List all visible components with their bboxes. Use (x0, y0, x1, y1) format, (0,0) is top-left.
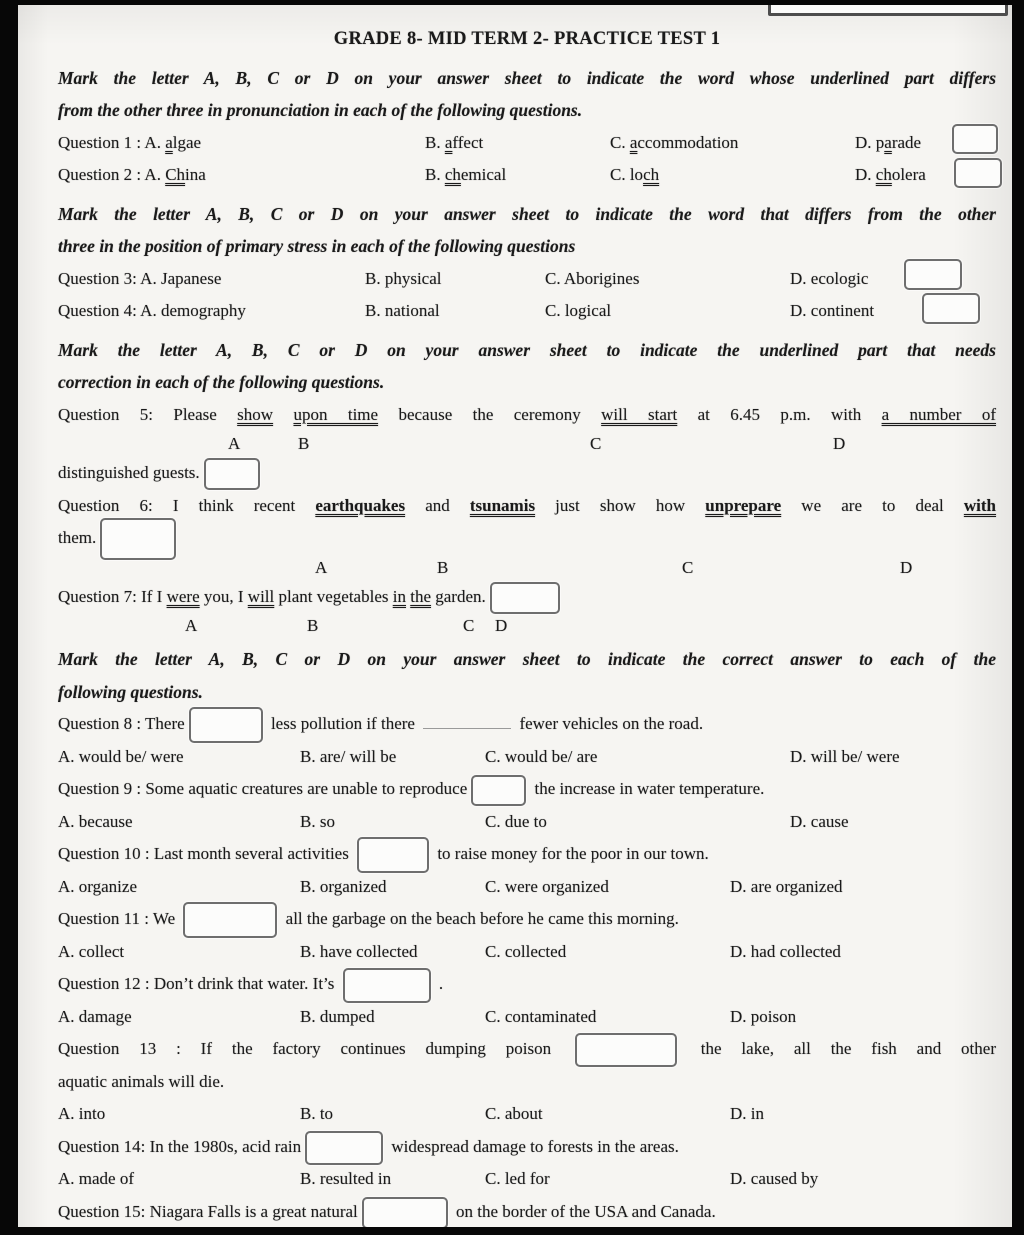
question-3-option-d: D. ecologic (790, 268, 869, 288)
question-2-option-c (610, 159, 855, 192)
underlined-letter: a (444, 132, 453, 152)
question-13-option-c: C. about (485, 1104, 543, 1123)
marker-d: D (900, 557, 913, 577)
question-8-option-d: D. will be/ were (790, 746, 900, 766)
answer-box-q4[interactable] (922, 293, 980, 324)
question-12-text: . (434, 974, 444, 993)
question-7-text: plant vegetables (274, 586, 393, 606)
question-8-option-c: C. would be/ are (485, 746, 598, 766)
question-12-option-d: D. poison (730, 1006, 797, 1026)
question-4-option-a (58, 295, 365, 328)
question-1-option-c (610, 127, 855, 160)
underlined-letter: a (629, 132, 638, 152)
question-14-option-c: C. led for (485, 1169, 550, 1188)
marker-b: B (307, 616, 319, 635)
question-3-option-b: B. physical (365, 268, 442, 288)
question-6-text: them. (58, 528, 97, 547)
question-3-option-a (58, 263, 365, 296)
test-page (18, 5, 1012, 1227)
question-14-options (58, 1163, 996, 1196)
question-13-option-b: B. to (300, 1104, 334, 1123)
question-5-markers (58, 431, 996, 457)
question-14-line (58, 1131, 996, 1164)
answer-box-q12[interactable] (343, 968, 431, 1003)
marker-d: D (833, 434, 846, 453)
question-5-text: distinguished guests. (58, 463, 200, 482)
question-2-option-d (855, 159, 926, 192)
question-1-option-a (58, 127, 425, 160)
question-11-option-a: A. collect (58, 941, 125, 961)
answer-box-q11[interactable] (183, 902, 277, 938)
question-2-label: Question 2 : (58, 165, 145, 184)
question-10-option-d: D. are organized (730, 876, 843, 896)
question-5-line (58, 399, 996, 432)
option-pre: A. (144, 165, 166, 184)
question-10-option-a: A. organize (58, 876, 137, 896)
underlined-part-a: were (166, 586, 200, 606)
question-9-option-a: A. because (58, 811, 133, 831)
question-3-label: Question 3: (58, 268, 141, 288)
question-13-line2: aquatic animals will die. (58, 1071, 225, 1091)
underlined-part-b: tsunamis (469, 495, 536, 515)
page-title: GRADE 8- MID TERM 2- PRACTICE TEST 1 (333, 29, 721, 49)
question-5-text: at 6.45 p.m. with (677, 404, 882, 424)
question-12-option-a: A. damage (58, 1006, 132, 1026)
question-14-option-a: A. made of (58, 1169, 135, 1188)
marker-c: C (463, 616, 475, 635)
question-11-line (58, 903, 996, 936)
instruction-answer-line1: Mark the letter A, B, C or D on your answer sheet to indicate the correct answer to each of the (58, 649, 996, 669)
question-9-text: Question 9 : Some aquatic creatures are unable to reproduce (58, 779, 468, 798)
question-2-option-a (58, 159, 425, 192)
option-pre: D. p (855, 132, 885, 152)
answer-box-q15[interactable] (362, 1197, 448, 1227)
question-8-line (58, 708, 996, 741)
page-content (58, 5, 996, 1227)
question-6-text: Question 6: I think recent (58, 495, 316, 515)
blank-line[interactable] (423, 711, 511, 729)
question-14-text: Question 14: In the 1980s, acid rain (58, 1136, 302, 1156)
answer-box-q2[interactable] (954, 158, 1002, 188)
answer-box-q8[interactable] (189, 707, 263, 743)
question-8-option-b: B. are/ will be (300, 746, 397, 766)
underlined-part-a: show (237, 404, 274, 424)
option-pre: C. (610, 132, 630, 152)
question-1-row (58, 127, 996, 160)
question-10-options (58, 871, 996, 904)
question-9-line (58, 773, 996, 806)
question-7-markers (58, 613, 996, 639)
question-7-text: Question 7: If I (58, 586, 167, 606)
question-11-options (58, 936, 996, 969)
underlined-part-c: will start (601, 404, 678, 424)
question-15-line (58, 1196, 996, 1228)
question-8-options (58, 741, 996, 774)
instruction-answer-line2: following questions. (58, 681, 203, 702)
underlined-part-b: upon time (293, 404, 379, 424)
question-11-option-b: B. have collected (300, 941, 418, 961)
answer-box-q5[interactable] (204, 458, 260, 490)
marker-a: A (228, 434, 241, 453)
question-12-text: Question 12 : Don’t drink that water. It’s (58, 974, 339, 993)
question-1-label: Question 1 : (58, 132, 145, 152)
answer-box-q3[interactable] (904, 259, 962, 290)
question-7-line (58, 581, 996, 614)
question-3-row (58, 263, 996, 296)
underlined-part-c: in (392, 586, 406, 606)
question-14-option-d: D. caused by (730, 1169, 819, 1188)
marker-b: B (298, 434, 310, 453)
question-4-option-b: B. national (365, 301, 440, 320)
option-post: ffect (452, 132, 484, 152)
question-5-text: Question 5: Please (58, 404, 238, 424)
marker-a: A (185, 616, 198, 635)
question-11-option-d: D. had collected (730, 941, 841, 961)
marker-a: A (315, 557, 328, 577)
instruction-stress-line2: three in the position of primary stress in each of the following questions (58, 236, 576, 256)
question-9-text: the increase in water temperature. (530, 779, 765, 798)
question-11-text: all the garbage on the beach before he came this morning. (281, 909, 679, 928)
option-pre: B. (425, 165, 445, 184)
underlined-part-d: with (963, 495, 997, 515)
question-8-text: Question 8 : There (58, 714, 185, 733)
underlined-letter: a (165, 132, 173, 152)
question-9-options (58, 806, 996, 839)
question-5-text (273, 405, 293, 424)
question-4-option-d: D. continent (790, 301, 875, 320)
underlined-letter: ch (875, 165, 892, 184)
question-10-option-b: B. organized (300, 876, 387, 896)
answer-box-q1[interactable] (952, 124, 998, 154)
question-13-options (58, 1098, 996, 1131)
question-5-text: because the ceremony (378, 404, 602, 424)
option-pre: C. lo (610, 165, 644, 184)
question-10-line (58, 838, 996, 871)
question-12-line (58, 968, 996, 1001)
question-9-option-c: C. due to (485, 811, 547, 831)
instruction-pronunciation-line2: from the other three in pronunciation in each of the following questions. (58, 100, 583, 120)
question-14-option-b: B. resulted in (300, 1169, 392, 1188)
option-text: A. demography (140, 301, 246, 320)
question-8-text: fewer vehicles on the road. (515, 714, 704, 733)
question-8-text: less pollution if there (266, 714, 420, 733)
instruction-correction-line2: correction in each of the following questions. (58, 372, 385, 392)
question-3-option-c: C. Aborigines (545, 268, 640, 288)
question-13-text: Question 13 : If the factory continues dumping poison (58, 1039, 571, 1058)
instruction-pronunciation-line1: Mark the letter A, B, C or D on your answer sheet to indicate the word whose underlined part differs (58, 67, 996, 88)
question-6-text: we are to deal (781, 495, 964, 515)
question-6-text: and (405, 495, 470, 515)
option-post: ccommodation (637, 132, 739, 152)
option-post: rade (891, 132, 922, 152)
question-8-option-a: A. would be/ were (58, 746, 184, 766)
question-15-text: Question 15: Niagara Falls is a great natural (58, 1201, 358, 1221)
marker-c: C (590, 434, 602, 453)
question-1-option-d (855, 127, 921, 160)
question-4-row (58, 295, 996, 328)
question-13-option-a: A. into (58, 1104, 106, 1123)
underlined-part-b: will (247, 586, 275, 606)
question-9-option-d: D. cause (790, 811, 849, 831)
underlined-letter: a (884, 132, 892, 152)
option-pre: D. (855, 165, 876, 184)
underlined-letter: ch (643, 165, 660, 184)
marker-b: B (437, 557, 449, 577)
marker-c: C (682, 557, 694, 577)
question-10-text: to raise money for the poor in our town. (433, 844, 709, 863)
question-2-row (58, 159, 996, 192)
question-11-text: Question 11 : We (58, 909, 180, 928)
question-4-option-c: C. logical (545, 301, 612, 320)
question-10-option-c: C. were organized (485, 876, 609, 896)
answer-box-q14[interactable] (305, 1131, 383, 1165)
question-4-label: Question 4: (58, 301, 141, 320)
question-6-line (58, 490, 996, 523)
question-5-continuation (58, 457, 996, 490)
option-pre: A. (144, 132, 166, 152)
underlined-letter: ch (444, 165, 461, 184)
question-7-text: you, I (199, 586, 248, 606)
option-post: lgae (172, 132, 202, 152)
question-12-options (58, 1001, 996, 1034)
option-pre: B. (425, 132, 445, 152)
question-10-text: Question 10 : Last month several activities (58, 844, 354, 863)
option-post: ina (185, 165, 206, 184)
question-12-option-c: C. contaminated (485, 1006, 597, 1026)
question-6-continuation (58, 522, 996, 555)
instruction-correction-line1: Mark the letter A, B, C or D on your answer sheet to indicate the underlined part that needs (58, 339, 996, 360)
underlined-part-c: unprepare (705, 495, 782, 515)
question-6-markers (58, 555, 996, 581)
question-13-option-d: D. in (730, 1104, 764, 1123)
option-post: olera (891, 165, 926, 184)
underlined-part-d: a number of (881, 404, 996, 424)
answer-box-q13[interactable] (575, 1033, 677, 1067)
underlined-part-a: earthquakes (315, 495, 406, 515)
instruction-stress-line1: Mark the letter A, B, C or D on your answer sheet to indicate the word that differs from the other (58, 203, 996, 224)
option-post: emical (460, 165, 507, 184)
question-13-text: the lake, all the fish and other (680, 1039, 996, 1058)
question-1-option-b (425, 127, 610, 160)
question-7-text: garden. (431, 586, 486, 606)
underlined-letter: Ch (165, 165, 186, 184)
answer-box-q7[interactable] (490, 582, 560, 614)
option-text: A. Japanese (140, 268, 222, 288)
marker-d: D (495, 616, 508, 635)
question-6-text: just show how (535, 495, 706, 515)
question-2-option-b (425, 159, 610, 192)
question-12-option-b: B. dumped (300, 1006, 375, 1026)
question-13-line1 (58, 1033, 996, 1066)
question-15-text: on the border of the USA and Canada. (451, 1201, 716, 1221)
question-11-option-c: C. collected (485, 941, 567, 961)
answer-box-q10[interactable] (357, 837, 429, 873)
question-9-option-b: B. so (300, 811, 335, 831)
underlined-part-d: the (410, 586, 432, 606)
question-14-text: widespread damage to forests in the areas. (387, 1136, 679, 1156)
answer-box-q9[interactable] (471, 775, 526, 806)
